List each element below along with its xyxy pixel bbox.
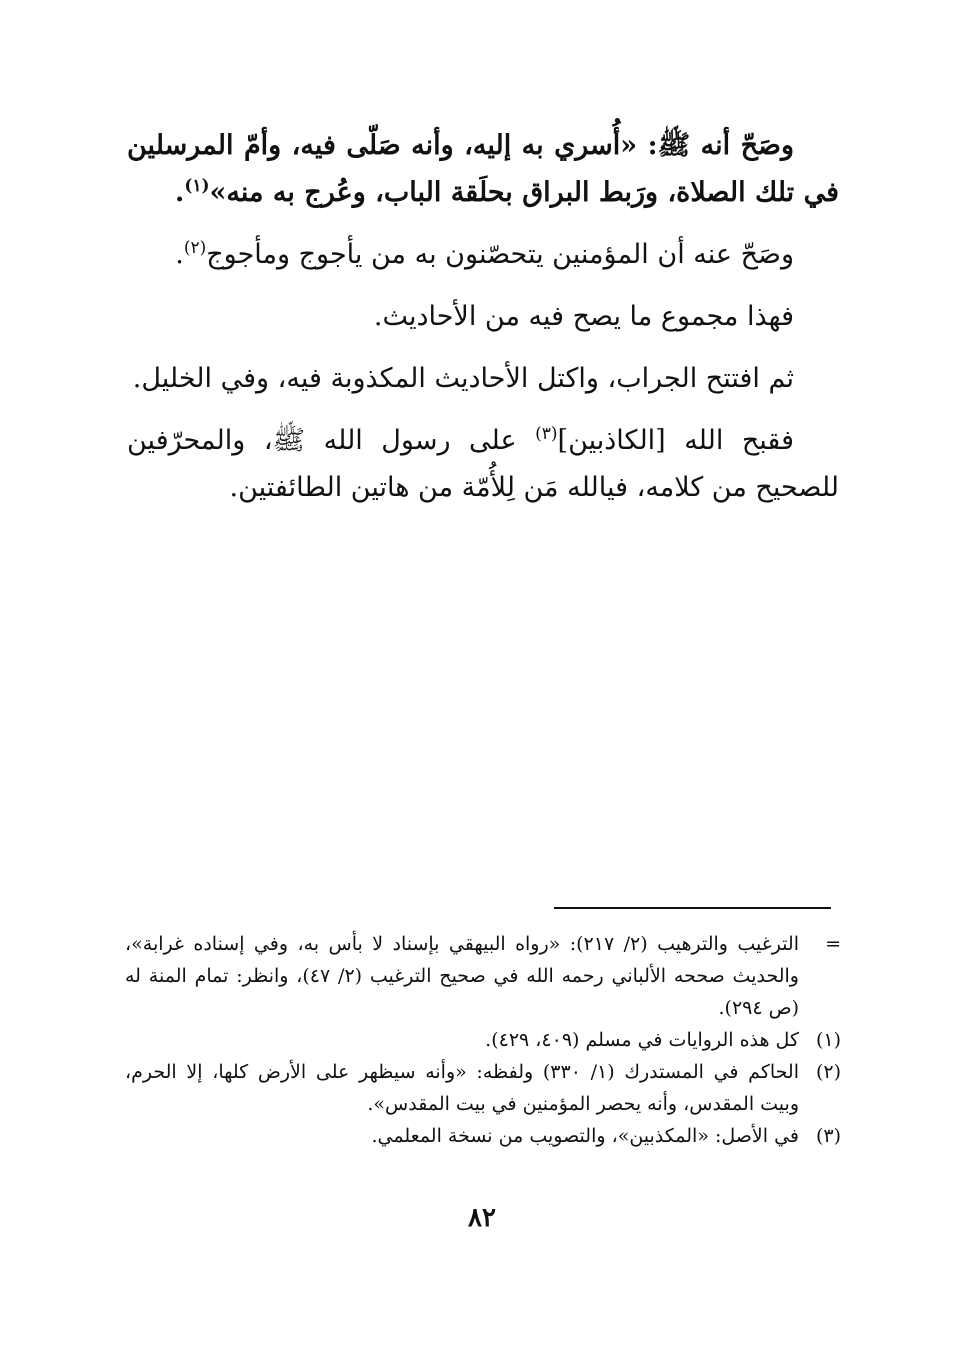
footnote-1-text: كل هذه الروايات في مسلم (٤٠٩، ٤٢٩). [485, 1029, 799, 1051]
footnote-continuation-text: الترغيب والترهيب (٢/ ٢١٧): «رواه البيهقي بإسناد لا بأس به، وفي إسناده غرابة»، والحديث صححه الألباني رحمه الله في صحيح الترغيب (٢/ ٤٧)، وانظر: تمام المنة له (ص ٢٩٤). [125, 933, 799, 1019]
footnote-2-mark: (٢) [815, 1061, 841, 1083]
footnote-ref-3[interactable]: (٣) [535, 424, 558, 444]
paragraph-isra [127, 122, 839, 216]
footnote-ref-2[interactable]: (٢) [183, 238, 207, 258]
paragraph-gog-magog [127, 231, 839, 278]
paragraph-isra-tail: . [174, 177, 185, 208]
paragraph-summary: فهذا مجموع ما يصح فيه من الأحاديث. [373, 301, 794, 332]
paragraph-fabricated: ثم افتتح الجراب، واكتل الأحاديث المكذوبة فيه، وفي الخليل. [132, 363, 794, 394]
paragraph-condemnation-tail: على رسول الله ﷺ، والمحرّفين للصحيح من كلامه، فيالله مَن لِلأُمّة من هاتين الطائفتين. [127, 425, 839, 503]
footnote-3 [125, 1120, 841, 1152]
page-number: ٨٢ [468, 1203, 496, 1233]
footnote-2 [125, 1056, 841, 1120]
footnotes [125, 928, 841, 1152]
paragraph-condemnation-lead: فقبح الله [الكاذبين] [557, 425, 794, 456]
footnote-divider [554, 907, 831, 909]
hadith-quote-isra: «أُسري به إليه، وأنه صَلّى فيه، وأمّ المرسلين في تلك الصلاة، ورَبط البراق بحلَقة الباب، وعُرج به منه» [127, 130, 839, 208]
paragraph-condemnation [127, 417, 839, 511]
footnote-continuation-mark: = [825, 933, 841, 955]
footnote-ref-1[interactable]: (١) [184, 176, 210, 196]
footnote-3-text: في الأصل: «المكذبين»، والتصويب من نسخة المعلمي. [371, 1125, 799, 1147]
footnote-continuation [125, 928, 841, 1024]
footnote-2-text: الحاكم في المستدرك (١/ ٣٣٠) ولفظه: «وأنه سيظهر على الأرض كلها، إلا الحرم، وبيت المقدس، وأنه يحصر المؤمنين في بيت المقدس». [125, 1061, 799, 1115]
footnote-1-mark: (١) [815, 1029, 841, 1051]
paragraph-gog-magog-text: وصَحّ عنه أن المؤمنين يتحصّنون به من يأجوج ومأجوج [206, 239, 794, 270]
paragraph-gog-magog-tail: . [175, 239, 184, 270]
footnote-1 [125, 1024, 841, 1056]
paragraph-isra-lead: وصَحّ أنه ﷺ: [637, 130, 794, 161]
footnote-3-mark: (٣) [815, 1125, 841, 1147]
main-text [127, 122, 839, 511]
